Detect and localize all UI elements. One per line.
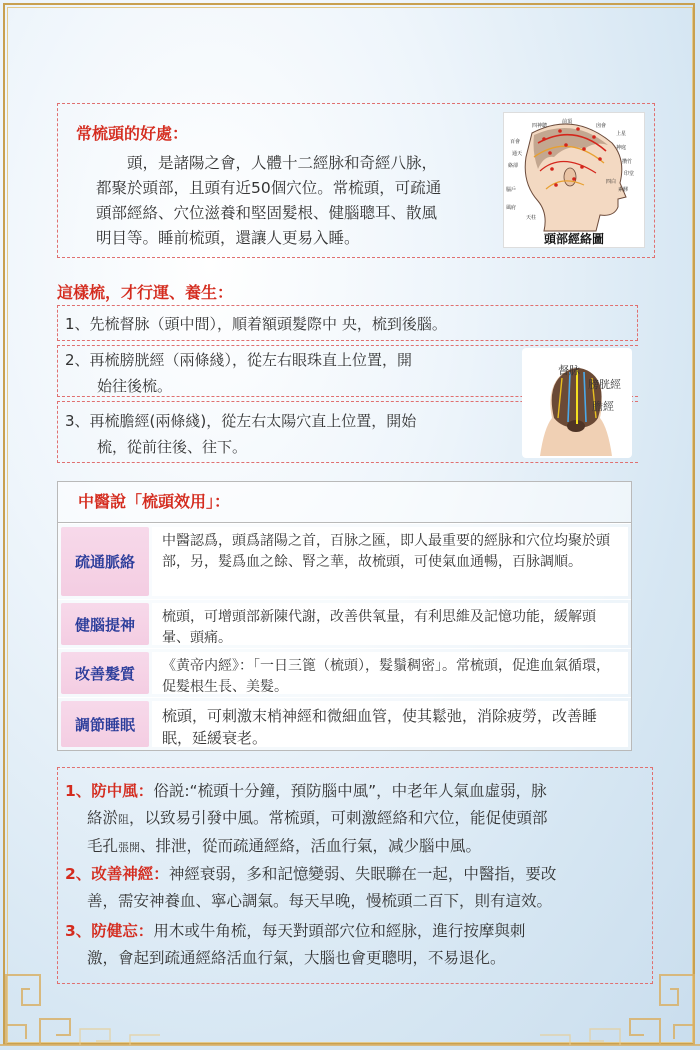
benefit-1-line3-end: 、排泄，從而疏通經絡，活血行氣，减少腦中風。 (140, 837, 482, 855)
step-2-text-b: 始往後梳。 (97, 377, 173, 395)
head-meridian-figure (503, 112, 645, 248)
section2-title: 這樣梳，才行運、養生： (57, 283, 234, 302)
svg-text:通天: 通天 (512, 151, 523, 157)
table-row (58, 523, 631, 599)
step-1 (57, 305, 638, 341)
section1-line2: 都聚於頭部，且頭有近50個穴位。常梳頭，可疏通 (96, 179, 442, 197)
table-row (58, 697, 631, 750)
label-gall: 膽經 (592, 400, 614, 413)
tcm-effects-table (57, 481, 632, 751)
benefit-2-line1: 神經衰弱，多和記憶變弱、失眠聯在一起，中醫指，要改 (168, 865, 557, 883)
benefit-2-line2: 善，需安神養血、寧心調氣。每天早晚，慢梳頭二百下，則有這效。 (87, 892, 553, 910)
benefit-1-number: 1、 (65, 782, 92, 800)
scalp-meridian-figure (522, 348, 632, 458)
head-figure-caption: 頭部經絡圖 (543, 232, 605, 246)
svg-text:素髎: 素髎 (618, 187, 629, 193)
benefit-2-number: 2、 (65, 865, 92, 883)
row-label: 健腦提神 (61, 603, 149, 645)
benefit-1-small-note-2: 張開 (118, 841, 141, 854)
section1-line1: 頭，是諸陽之會，人體十二經脉和奇經八脉， (127, 154, 438, 172)
step-3-text-b: 梳，從前往後、往下。 (97, 438, 248, 456)
step-2-text-a: 2、再梳膀胱經（兩條綫），從左右眼珠直上位置，開 (65, 351, 413, 369)
row-text: 《黄帝内經》：「一日三篦（梳頭），髮鬚稠密」。常梳頭，促進血氣循環，促髮根生長、美髮。 (152, 652, 628, 694)
row-text: 梳頭，可刺激末梢神經和微細血管，使其鬆弛，消除疲勞，改善睡眠，延緩衰老。 (152, 701, 628, 747)
svg-text:四神聰: 四神聰 (532, 123, 548, 129)
row-label: 調節睡眠 (61, 701, 149, 747)
benefit-3-label: 防健忘： (91, 922, 154, 940)
section1-line3: 頭部經絡、穴位滋養和堅固髮根、健腦聰耳、散風 (96, 204, 438, 222)
benefit-1-line2-start: 絡淤 (87, 809, 119, 827)
benefit-1-line3-start: 毛孔 (87, 837, 119, 855)
svg-text:神庭: 神庭 (616, 145, 627, 151)
svg-text:前頂: 前頂 (562, 119, 573, 125)
svg-text:絡卻: 絡卻 (508, 163, 519, 169)
benefit-2 (65, 861, 645, 915)
svg-text:風府: 風府 (506, 205, 517, 211)
svg-text:天柱: 天柱 (526, 215, 537, 221)
table-row (58, 599, 631, 648)
row-label: 改善髮質 (61, 652, 149, 694)
benefit-1-line1: 俗説:“梳頭十分鐘，預防腦中風”，中老年人氣血虛弱，脉 (153, 782, 547, 800)
head-meridian-illustration (504, 113, 644, 247)
tcm-title: 中醫說「梳頭效用」： (58, 482, 631, 523)
benefit-1-line2 (65, 805, 645, 833)
section1-body (96, 151, 517, 251)
table-row (58, 648, 631, 697)
benefits-box (57, 767, 653, 984)
row-text: 梳頭，可增頭部新陳代謝，改善供氧量，有利思維及記憶功能，緩解頭暈、頭痛。 (152, 603, 628, 645)
benefit-1-small-note: 阻 (118, 813, 130, 826)
benefit-3-line1: 用木或牛角梳，每天對頭部穴位和經脉，進行按摩與刺 (153, 922, 526, 940)
label-du: 督脉 (558, 364, 580, 377)
row-text: 中醫認爲，頭爲諸陽之首，百脉之匯，即人最重要的經脉和穴位均聚於頭部，另，髮爲血之餘、腎之華，故梳頭，可使氣血通暢，百脉調順。 (152, 527, 628, 596)
svg-text:囟會: 囟會 (596, 123, 607, 129)
benefit-3-number: 3、 (65, 922, 92, 940)
section1-line4: 明目等。睡前梳頭，還讓人更易入睡。 (96, 229, 360, 247)
benefit-1-label: 防中風： (91, 782, 154, 800)
benefit-1-line2-end: ，以致易引發中風。常梳頭，可刺激經絡和穴位，能促使頭部 (129, 809, 548, 827)
row-label: 疏通脈絡 (61, 527, 149, 596)
benefit-1-line3 (65, 833, 645, 861)
step-3-text-a: 3、再梳膽經(兩條綫)，從左右太陽穴直上位置，開始 (65, 412, 417, 430)
benefit-1 (65, 778, 645, 861)
label-bladder: 膀胱經 (588, 378, 621, 391)
benefit-3 (65, 918, 645, 972)
benefit-2-label: 改善神經： (91, 865, 169, 883)
step-1-text: 1、先梳督脉（頭中間），順着額頭髮際中 央，梳到後腦。 (65, 315, 447, 333)
svg-text:印堂: 印堂 (624, 171, 635, 177)
section1-title: 常梳頭的好處： (76, 124, 189, 143)
svg-text:腦戶: 腦戶 (506, 187, 517, 193)
svg-text:上星: 上星 (616, 131, 627, 137)
svg-text:攢竹: 攢竹 (622, 159, 633, 165)
svg-text:百會: 百會 (510, 139, 521, 145)
svg-text:四白: 四白 (606, 179, 617, 185)
benefit-3-line2: 激，會起到疏通經絡活血行氣，大腦也會更聰明，不易退化。 (87, 949, 506, 967)
